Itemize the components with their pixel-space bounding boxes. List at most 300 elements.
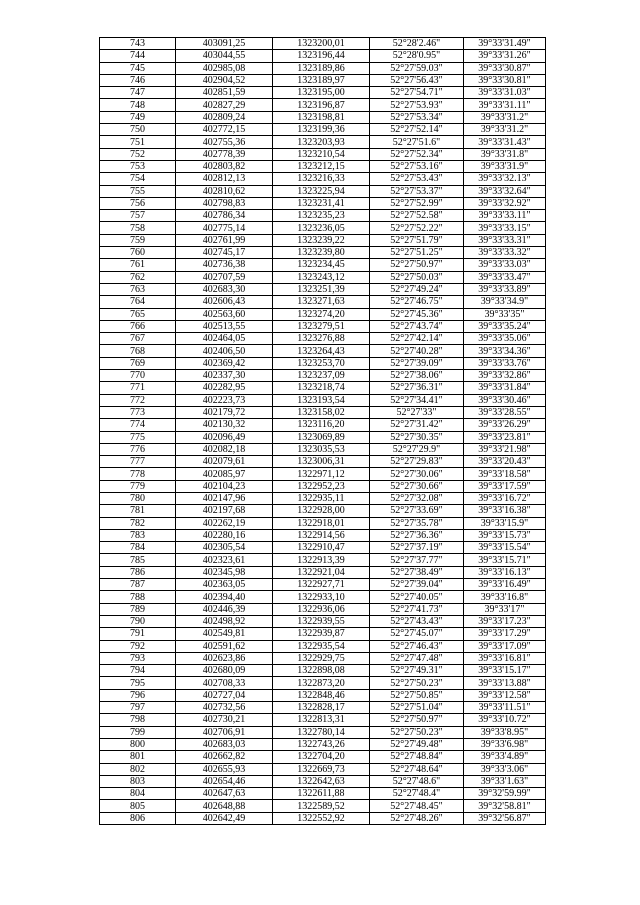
longitude-cell: 39°32'58.81" bbox=[464, 800, 546, 812]
longitude-cell: 39°33'17.23" bbox=[464, 615, 546, 627]
latitude-cell: 52°27'46.43" bbox=[370, 640, 464, 652]
latitude-cell: 52°27'39.09" bbox=[370, 357, 464, 369]
x-coordinate-cell: 402513,55 bbox=[176, 320, 273, 332]
latitude-cell: 52°27'40.28" bbox=[370, 345, 464, 357]
point-number-cell: 763 bbox=[100, 283, 176, 295]
point-number-cell: 758 bbox=[100, 222, 176, 234]
longitude-cell: 39°32'59.99" bbox=[464, 788, 546, 800]
longitude-cell: 39°33'32.92" bbox=[464, 197, 546, 209]
longitude-cell: 39°33'33.89" bbox=[464, 283, 546, 295]
point-number-cell: 769 bbox=[100, 357, 176, 369]
y-coordinate-cell: 1323203,93 bbox=[273, 136, 370, 148]
y-coordinate-cell: 1322927,71 bbox=[273, 579, 370, 591]
x-coordinate-cell: 402775,14 bbox=[176, 222, 273, 234]
table-row bbox=[100, 185, 546, 197]
point-number-cell: 782 bbox=[100, 517, 176, 529]
x-coordinate-cell: 402642,49 bbox=[176, 812, 273, 824]
y-coordinate-cell: 1322929,75 bbox=[273, 652, 370, 664]
longitude-cell: 39°33'26.29" bbox=[464, 419, 546, 431]
x-coordinate-cell: 402730,21 bbox=[176, 714, 273, 726]
longitude-cell: 39°33'13.88" bbox=[464, 677, 546, 689]
y-coordinate-cell: 1323116,20 bbox=[273, 419, 370, 431]
table-row bbox=[100, 62, 546, 74]
y-coordinate-cell: 1322936,06 bbox=[273, 603, 370, 615]
table-row bbox=[100, 726, 546, 738]
longitude-cell: 39°33'16.13" bbox=[464, 566, 546, 578]
point-number-cell: 783 bbox=[100, 529, 176, 541]
y-coordinate-cell: 1322813,31 bbox=[273, 714, 370, 726]
x-coordinate-cell: 402803,82 bbox=[176, 160, 273, 172]
x-coordinate-cell: 402812,13 bbox=[176, 173, 273, 185]
longitude-cell: 39°33'17" bbox=[464, 603, 546, 615]
latitude-cell: 52°27'30.35" bbox=[370, 431, 464, 443]
table-row bbox=[100, 173, 546, 185]
point-number-cell: 803 bbox=[100, 775, 176, 787]
point-number-cell: 764 bbox=[100, 296, 176, 308]
x-coordinate-cell: 402755,36 bbox=[176, 136, 273, 148]
longitude-cell: 39°33'23.81" bbox=[464, 431, 546, 443]
table-row bbox=[100, 505, 546, 517]
latitude-cell: 52°27'38.06" bbox=[370, 370, 464, 382]
y-coordinate-cell: 1323231,41 bbox=[273, 197, 370, 209]
longitude-cell: 39°33'30.87" bbox=[464, 62, 546, 74]
x-coordinate-cell: 402606,43 bbox=[176, 296, 273, 308]
latitude-cell: 52°27'53.16" bbox=[370, 160, 464, 172]
table-row bbox=[100, 394, 546, 406]
y-coordinate-cell: 1323264,43 bbox=[273, 345, 370, 357]
table-row bbox=[100, 124, 546, 136]
y-coordinate-cell: 1323006,31 bbox=[273, 456, 370, 468]
table-row bbox=[100, 640, 546, 652]
longitude-cell: 39°33'35.24" bbox=[464, 320, 546, 332]
longitude-cell: 39°33'32.13" bbox=[464, 173, 546, 185]
x-coordinate-cell: 402082,18 bbox=[176, 443, 273, 455]
y-coordinate-cell: 1323225,94 bbox=[273, 185, 370, 197]
table-row bbox=[100, 382, 546, 394]
latitude-cell: 52°27'36.31" bbox=[370, 382, 464, 394]
longitude-cell: 39°33'28.55" bbox=[464, 406, 546, 418]
table-row bbox=[100, 492, 546, 504]
longitude-cell: 39°33'32.86" bbox=[464, 370, 546, 382]
table-row bbox=[100, 222, 546, 234]
y-coordinate-cell: 1323195,00 bbox=[273, 87, 370, 99]
x-coordinate-cell: 402345,98 bbox=[176, 566, 273, 578]
x-coordinate-cell: 402549,81 bbox=[176, 628, 273, 640]
latitude-cell: 52°27'48.4" bbox=[370, 788, 464, 800]
x-coordinate-cell: 402727,04 bbox=[176, 689, 273, 701]
y-coordinate-cell: 1322873,20 bbox=[273, 677, 370, 689]
latitude-cell: 52°27'51.79" bbox=[370, 234, 464, 246]
y-coordinate-cell: 1323200,01 bbox=[273, 38, 370, 50]
y-coordinate-cell: 1323198,81 bbox=[273, 111, 370, 123]
y-coordinate-cell: 1322743,26 bbox=[273, 738, 370, 750]
y-coordinate-cell: 1323237,09 bbox=[273, 370, 370, 382]
x-coordinate-cell: 402985,08 bbox=[176, 62, 273, 74]
y-coordinate-cell: 1322642,63 bbox=[273, 775, 370, 787]
point-number-cell: 790 bbox=[100, 615, 176, 627]
longitude-cell: 39°33'10.72" bbox=[464, 714, 546, 726]
latitude-cell: 52°27'43.43" bbox=[370, 615, 464, 627]
latitude-cell: 52°27'53.37" bbox=[370, 185, 464, 197]
table-row bbox=[100, 345, 546, 357]
longitude-cell: 39°33'18.58" bbox=[464, 468, 546, 480]
table-row bbox=[100, 320, 546, 332]
x-coordinate-cell: 402563,60 bbox=[176, 308, 273, 320]
point-number-cell: 786 bbox=[100, 566, 176, 578]
latitude-cell: 52°27'38.49" bbox=[370, 566, 464, 578]
y-coordinate-cell: 1323235,23 bbox=[273, 210, 370, 222]
longitude-cell: 39°33'30.46" bbox=[464, 394, 546, 406]
point-number-cell: 779 bbox=[100, 480, 176, 492]
longitude-cell: 39°33'8.95" bbox=[464, 726, 546, 738]
longitude-cell: 39°33'30.81" bbox=[464, 74, 546, 86]
y-coordinate-cell: 1322589,52 bbox=[273, 800, 370, 812]
table-row bbox=[100, 456, 546, 468]
latitude-cell: 52°27'52.99" bbox=[370, 197, 464, 209]
y-coordinate-cell: 1323234,45 bbox=[273, 259, 370, 271]
x-coordinate-cell: 402809,24 bbox=[176, 111, 273, 123]
y-coordinate-cell: 1323274,20 bbox=[273, 308, 370, 320]
x-coordinate-cell: 402197,68 bbox=[176, 505, 273, 517]
x-coordinate-cell: 402623,86 bbox=[176, 652, 273, 664]
longitude-cell: 39°33'33.31" bbox=[464, 234, 546, 246]
table-row bbox=[100, 271, 546, 283]
table-row bbox=[100, 677, 546, 689]
point-number-cell: 806 bbox=[100, 812, 176, 824]
latitude-cell: 52°27'39.04" bbox=[370, 579, 464, 591]
latitude-cell: 52°27'45.36" bbox=[370, 308, 464, 320]
x-coordinate-cell: 402798,83 bbox=[176, 197, 273, 209]
table-row bbox=[100, 74, 546, 86]
point-number-cell: 799 bbox=[100, 726, 176, 738]
table-row bbox=[100, 210, 546, 222]
x-coordinate-cell: 402498,92 bbox=[176, 615, 273, 627]
longitude-cell: 39°32'56.87" bbox=[464, 812, 546, 824]
table-row bbox=[100, 800, 546, 812]
y-coordinate-cell: 1322704,20 bbox=[273, 751, 370, 763]
x-coordinate-cell: 402683,03 bbox=[176, 738, 273, 750]
y-coordinate-cell: 1323193,54 bbox=[273, 394, 370, 406]
table-row bbox=[100, 775, 546, 787]
longitude-cell: 39°33'31.2" bbox=[464, 124, 546, 136]
x-coordinate-cell: 402683,30 bbox=[176, 283, 273, 295]
table-row bbox=[100, 99, 546, 111]
table-row bbox=[100, 554, 546, 566]
point-number-cell: 787 bbox=[100, 579, 176, 591]
table-row bbox=[100, 197, 546, 209]
table-row bbox=[100, 259, 546, 271]
point-number-cell: 756 bbox=[100, 197, 176, 209]
y-coordinate-cell: 1323069,89 bbox=[273, 431, 370, 443]
longitude-cell: 39°33'33.15" bbox=[464, 222, 546, 234]
longitude-cell: 39°33'34.9" bbox=[464, 296, 546, 308]
x-coordinate-cell: 402778,39 bbox=[176, 148, 273, 160]
latitude-cell: 52°27'33.69" bbox=[370, 505, 464, 517]
point-number-cell: 788 bbox=[100, 591, 176, 603]
y-coordinate-cell: 1323212,15 bbox=[273, 160, 370, 172]
longitude-cell: 39°33'31.9" bbox=[464, 160, 546, 172]
x-coordinate-cell: 402130,32 bbox=[176, 419, 273, 431]
y-coordinate-cell: 1322935,54 bbox=[273, 640, 370, 652]
table-row bbox=[100, 50, 546, 62]
latitude-cell: 52°27'37.77" bbox=[370, 554, 464, 566]
table-row bbox=[100, 763, 546, 775]
x-coordinate-cell: 402707,59 bbox=[176, 271, 273, 283]
latitude-cell: 52°27'30.66" bbox=[370, 480, 464, 492]
y-coordinate-cell: 1322910,47 bbox=[273, 542, 370, 554]
x-coordinate-cell: 402096,49 bbox=[176, 431, 273, 443]
latitude-cell: 52°27'59.03" bbox=[370, 62, 464, 74]
latitude-cell: 52°27'49.48" bbox=[370, 738, 464, 750]
table-row bbox=[100, 603, 546, 615]
latitude-cell: 52°27'48.84" bbox=[370, 751, 464, 763]
point-number-cell: 777 bbox=[100, 456, 176, 468]
x-coordinate-cell: 403091,25 bbox=[176, 38, 273, 50]
table-row bbox=[100, 738, 546, 750]
latitude-cell: 52°27'52.14" bbox=[370, 124, 464, 136]
longitude-cell: 39°33'31.43" bbox=[464, 136, 546, 148]
point-number-cell: 743 bbox=[100, 38, 176, 50]
x-coordinate-cell: 402147,96 bbox=[176, 492, 273, 504]
x-coordinate-cell: 402745,17 bbox=[176, 247, 273, 259]
longitude-cell: 39°33'21.98" bbox=[464, 443, 546, 455]
table-row bbox=[100, 628, 546, 640]
x-coordinate-cell: 402662,82 bbox=[176, 751, 273, 763]
y-coordinate-cell: 1323218,74 bbox=[273, 382, 370, 394]
x-coordinate-cell: 402655,93 bbox=[176, 763, 273, 775]
longitude-cell: 39°33'33.11" bbox=[464, 210, 546, 222]
point-number-cell: 798 bbox=[100, 714, 176, 726]
point-number-cell: 748 bbox=[100, 99, 176, 111]
y-coordinate-cell: 1322848,46 bbox=[273, 689, 370, 701]
table-row bbox=[100, 665, 546, 677]
point-number-cell: 774 bbox=[100, 419, 176, 431]
x-coordinate-cell: 402323,61 bbox=[176, 554, 273, 566]
latitude-cell: 52°27'50.03" bbox=[370, 271, 464, 283]
latitude-cell: 52°27'50.85" bbox=[370, 689, 464, 701]
coordinates-table-body bbox=[100, 38, 546, 825]
y-coordinate-cell: 1323196,87 bbox=[273, 99, 370, 111]
latitude-cell: 52°27'31.42" bbox=[370, 419, 464, 431]
x-coordinate-cell: 402732,56 bbox=[176, 702, 273, 714]
y-coordinate-cell: 1322952,23 bbox=[273, 480, 370, 492]
y-coordinate-cell: 1323279,51 bbox=[273, 320, 370, 332]
longitude-cell: 39°33'16.81" bbox=[464, 652, 546, 664]
longitude-cell: 39°33'17.09" bbox=[464, 640, 546, 652]
x-coordinate-cell: 402810,62 bbox=[176, 185, 273, 197]
x-coordinate-cell: 402369,42 bbox=[176, 357, 273, 369]
point-number-cell: 757 bbox=[100, 210, 176, 222]
latitude-cell: 52°27'54.71" bbox=[370, 87, 464, 99]
point-number-cell: 800 bbox=[100, 738, 176, 750]
point-number-cell: 795 bbox=[100, 677, 176, 689]
table-row bbox=[100, 480, 546, 492]
longitude-cell: 39°33'11.51" bbox=[464, 702, 546, 714]
y-coordinate-cell: 1322828,17 bbox=[273, 702, 370, 714]
point-number-cell: 746 bbox=[100, 74, 176, 86]
longitude-cell: 39°33'31.84" bbox=[464, 382, 546, 394]
x-coordinate-cell: 402761,99 bbox=[176, 234, 273, 246]
point-number-cell: 745 bbox=[100, 62, 176, 74]
point-number-cell: 778 bbox=[100, 468, 176, 480]
latitude-cell: 52°27'51.6" bbox=[370, 136, 464, 148]
y-coordinate-cell: 1322552,92 bbox=[273, 812, 370, 824]
x-coordinate-cell: 402223,73 bbox=[176, 394, 273, 406]
table-row bbox=[100, 283, 546, 295]
longitude-cell: 39°33'16.49" bbox=[464, 579, 546, 591]
longitude-cell: 39°33'31.11" bbox=[464, 99, 546, 111]
x-coordinate-cell: 402280,16 bbox=[176, 529, 273, 541]
table-row bbox=[100, 370, 546, 382]
table-row bbox=[100, 308, 546, 320]
y-coordinate-cell: 1322939,55 bbox=[273, 615, 370, 627]
longitude-cell: 39°33'33.47" bbox=[464, 271, 546, 283]
x-coordinate-cell: 402591,62 bbox=[176, 640, 273, 652]
longitude-cell: 39°33'31.03" bbox=[464, 87, 546, 99]
table-row bbox=[100, 652, 546, 664]
y-coordinate-cell: 1323239,80 bbox=[273, 247, 370, 259]
longitude-cell: 39°33'16.38" bbox=[464, 505, 546, 517]
longitude-cell: 39°33'17.29" bbox=[464, 628, 546, 640]
point-number-cell: 761 bbox=[100, 259, 176, 271]
point-number-cell: 781 bbox=[100, 505, 176, 517]
y-coordinate-cell: 1322921,04 bbox=[273, 566, 370, 578]
table-row bbox=[100, 714, 546, 726]
point-number-cell: 792 bbox=[100, 640, 176, 652]
point-number-cell: 752 bbox=[100, 148, 176, 160]
latitude-cell: 52°27'53.93" bbox=[370, 99, 464, 111]
point-number-cell: 768 bbox=[100, 345, 176, 357]
longitude-cell: 39°33'4.89" bbox=[464, 751, 546, 763]
longitude-cell: 39°33'20.43" bbox=[464, 456, 546, 468]
y-coordinate-cell: 1323210,54 bbox=[273, 148, 370, 160]
table-row bbox=[100, 517, 546, 529]
y-coordinate-cell: 1322780,14 bbox=[273, 726, 370, 738]
latitude-cell: 52°27'35.78" bbox=[370, 517, 464, 529]
y-coordinate-cell: 1323251,39 bbox=[273, 283, 370, 295]
latitude-cell: 52°27'32.08" bbox=[370, 492, 464, 504]
table-row bbox=[100, 406, 546, 418]
table-row bbox=[100, 160, 546, 172]
x-coordinate-cell: 402079,61 bbox=[176, 456, 273, 468]
x-coordinate-cell: 402736,38 bbox=[176, 259, 273, 271]
latitude-cell: 52°27'50.97" bbox=[370, 714, 464, 726]
table-row bbox=[100, 431, 546, 443]
point-number-cell: 797 bbox=[100, 702, 176, 714]
y-coordinate-cell: 1322971,12 bbox=[273, 468, 370, 480]
x-coordinate-cell: 403044,55 bbox=[176, 50, 273, 62]
x-coordinate-cell: 402282,95 bbox=[176, 382, 273, 394]
x-coordinate-cell: 402305,54 bbox=[176, 542, 273, 554]
longitude-cell: 39°33'34.36" bbox=[464, 345, 546, 357]
table-row bbox=[100, 296, 546, 308]
table-row bbox=[100, 136, 546, 148]
x-coordinate-cell: 402648,88 bbox=[176, 800, 273, 812]
longitude-cell: 39°33'15.9" bbox=[464, 517, 546, 529]
point-number-cell: 771 bbox=[100, 382, 176, 394]
point-number-cell: 760 bbox=[100, 247, 176, 259]
x-coordinate-cell: 402262,19 bbox=[176, 517, 273, 529]
x-coordinate-cell: 402464,05 bbox=[176, 333, 273, 345]
latitude-cell: 52°27'52.58" bbox=[370, 210, 464, 222]
table-row bbox=[100, 529, 546, 541]
point-number-cell: 749 bbox=[100, 111, 176, 123]
y-coordinate-cell: 1323158,02 bbox=[273, 406, 370, 418]
x-coordinate-cell: 402363,05 bbox=[176, 579, 273, 591]
point-number-cell: 767 bbox=[100, 333, 176, 345]
y-coordinate-cell: 1322611,88 bbox=[273, 788, 370, 800]
x-coordinate-cell: 402827,29 bbox=[176, 99, 273, 111]
table-row bbox=[100, 566, 546, 578]
latitude-cell: 52°27'37.19" bbox=[370, 542, 464, 554]
latitude-cell: 52°28'0.95" bbox=[370, 50, 464, 62]
point-number-cell: 772 bbox=[100, 394, 176, 406]
table-row bbox=[100, 443, 546, 455]
latitude-cell: 52°27'50.97" bbox=[370, 259, 464, 271]
longitude-cell: 39°33'16.8" bbox=[464, 591, 546, 603]
longitude-cell: 39°33'33.32" bbox=[464, 247, 546, 259]
table-row bbox=[100, 87, 546, 99]
point-number-cell: 793 bbox=[100, 652, 176, 664]
latitude-cell: 52°27'45.07" bbox=[370, 628, 464, 640]
y-coordinate-cell: 1322669,73 bbox=[273, 763, 370, 775]
point-number-cell: 789 bbox=[100, 603, 176, 615]
table-row bbox=[100, 419, 546, 431]
longitude-cell: 39°33'6.98" bbox=[464, 738, 546, 750]
point-number-cell: 776 bbox=[100, 443, 176, 455]
x-coordinate-cell: 402104,23 bbox=[176, 480, 273, 492]
latitude-cell: 52°27'33" bbox=[370, 406, 464, 418]
y-coordinate-cell: 1323239,22 bbox=[273, 234, 370, 246]
y-coordinate-cell: 1323271,63 bbox=[273, 296, 370, 308]
latitude-cell: 52°27'47.48" bbox=[370, 652, 464, 664]
x-coordinate-cell: 402786,34 bbox=[176, 210, 273, 222]
y-coordinate-cell: 1323216,33 bbox=[273, 173, 370, 185]
y-coordinate-cell: 1323243,12 bbox=[273, 271, 370, 283]
x-coordinate-cell: 402904,52 bbox=[176, 74, 273, 86]
longitude-cell: 39°33'32.64" bbox=[464, 185, 546, 197]
latitude-cell: 52°27'48.64" bbox=[370, 763, 464, 775]
latitude-cell: 52°27'51.04" bbox=[370, 702, 464, 714]
y-coordinate-cell: 1323035,53 bbox=[273, 443, 370, 455]
y-coordinate-cell: 1322914,56 bbox=[273, 529, 370, 541]
y-coordinate-cell: 1323253,70 bbox=[273, 357, 370, 369]
latitude-cell: 52°27'51.25" bbox=[370, 247, 464, 259]
point-number-cell: 785 bbox=[100, 554, 176, 566]
longitude-cell: 39°33'31.49" bbox=[464, 38, 546, 50]
latitude-cell: 52°27'56.43" bbox=[370, 74, 464, 86]
point-number-cell: 744 bbox=[100, 50, 176, 62]
table-row bbox=[100, 702, 546, 714]
point-number-cell: 802 bbox=[100, 763, 176, 775]
longitude-cell: 39°33'15.17" bbox=[464, 665, 546, 677]
table-row bbox=[100, 689, 546, 701]
point-number-cell: 750 bbox=[100, 124, 176, 136]
point-number-cell: 753 bbox=[100, 160, 176, 172]
point-number-cell: 794 bbox=[100, 665, 176, 677]
table-row bbox=[100, 579, 546, 591]
latitude-cell: 52°28'2.46" bbox=[370, 38, 464, 50]
longitude-cell: 39°33'33.76" bbox=[464, 357, 546, 369]
latitude-cell: 52°27'43.74" bbox=[370, 320, 464, 332]
point-number-cell: 747 bbox=[100, 87, 176, 99]
latitude-cell: 52°27'41.73" bbox=[370, 603, 464, 615]
table-row bbox=[100, 111, 546, 123]
table-row bbox=[100, 812, 546, 824]
latitude-cell: 52°27'34.41" bbox=[370, 394, 464, 406]
longitude-cell: 39°33'31.8" bbox=[464, 148, 546, 160]
table-row bbox=[100, 615, 546, 627]
